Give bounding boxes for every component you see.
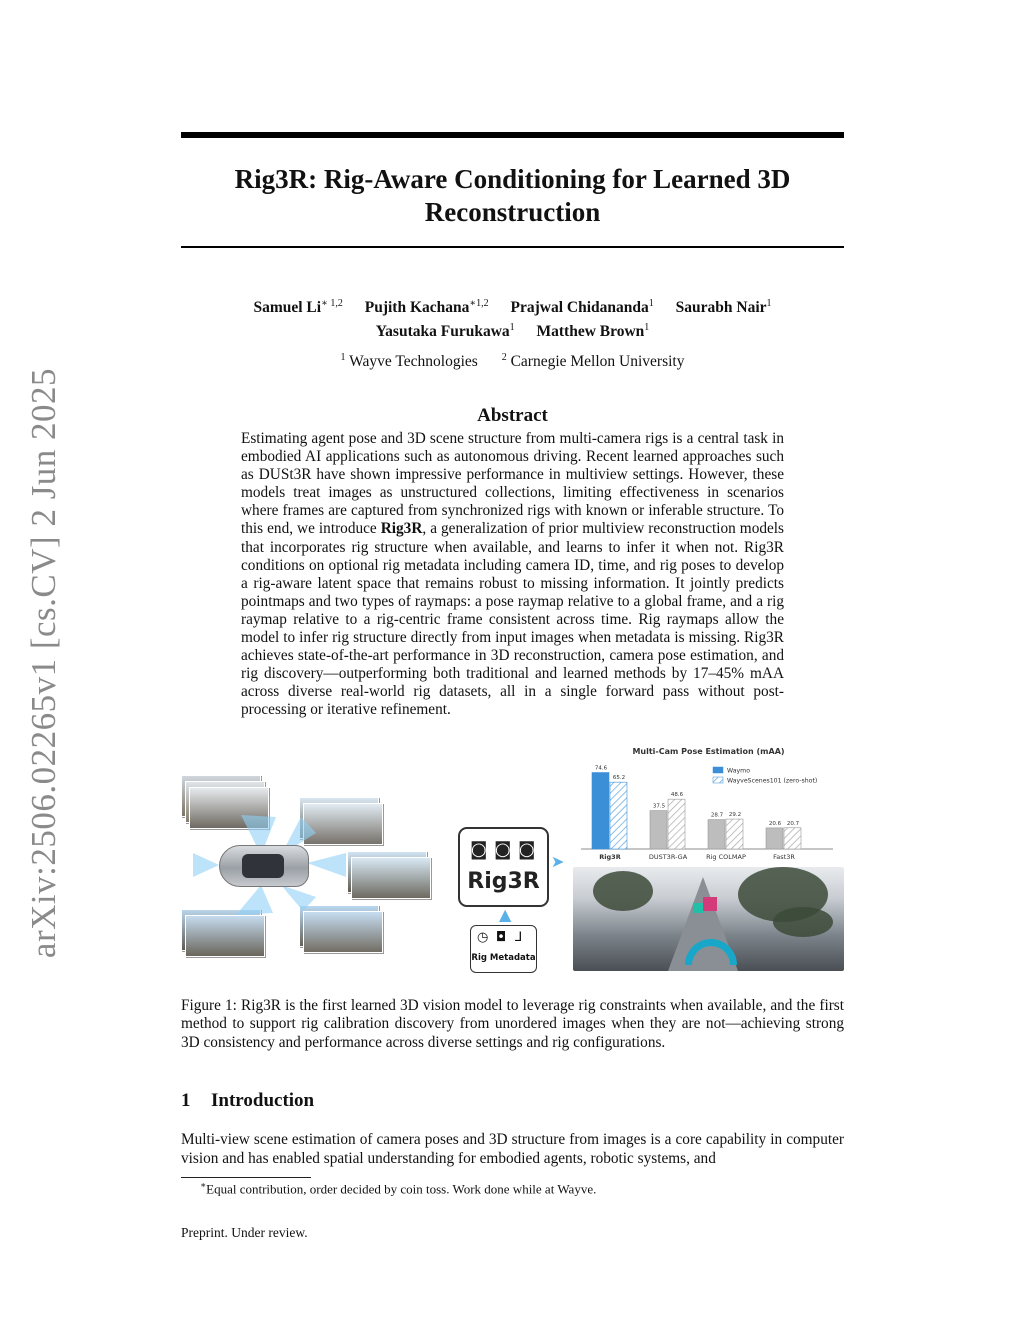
chart-title: Multi-Cam Pose Estimation (mAA) <box>632 747 785 756</box>
legend-label: Waymo <box>727 767 750 775</box>
camera-rig-illustration <box>181 745 451 985</box>
bar <box>766 828 783 849</box>
axes-icon: ⅃ <box>515 930 523 945</box>
arxiv-stamp <box>24 367 64 958</box>
camera-lens-icon: ◙ <box>518 839 536 860</box>
bar-value-label: 74.6 <box>594 765 608 772</box>
bar <box>708 820 725 849</box>
tree-points <box>773 907 833 937</box>
rig3r-model-box <box>458 827 549 907</box>
author: Prajwal Chidananda$^1$ <box>510 298 654 317</box>
category-tick-label: Fast3R <box>773 853 795 861</box>
bar-value-label: 48.6 <box>670 792 684 799</box>
category-tick-label: Rig3R <box>599 853 621 861</box>
bar <box>784 828 801 849</box>
affiliation: $^1$ Wayve Technologies <box>340 352 478 371</box>
camera-lens-icon: ◙ <box>494 839 512 860</box>
intro-paragraph: Multi-view scene estimation of camera poses and 3D structure from images is a core capability in computer vision and has enabled spatial understanding for embodied agents, robotic systems, and <box>181 1131 844 1167</box>
bar-value-label: 28.7 <box>710 812 724 819</box>
arxiv-id: arXiv:2506.02265v1 [cs.CV] 2 Jun 2025 <box>24 367 63 958</box>
legend-swatch <box>713 767 723 773</box>
paper-title: Rig3R: Rig-Aware Conditioning for Learned 3D Reconstruction <box>234 164 791 227</box>
author-list <box>181 294 844 342</box>
bar <box>726 819 743 849</box>
camera-pose-marker <box>693 903 703 913</box>
author: Yasutaka Furukawa$^1$ <box>375 322 515 341</box>
title-rule-top <box>181 132 844 138</box>
bar-value-label: 20.6 <box>768 820 782 827</box>
camera-pose-marker <box>703 897 717 911</box>
bar-value-label: 37.5 <box>652 803 666 810</box>
camera-ray <box>281 885 316 911</box>
bar <box>592 773 609 849</box>
camera-ray <box>193 853 219 877</box>
camera-lens-icon: ◙ <box>470 839 488 860</box>
bar <box>650 811 667 849</box>
arrow-up-icon: ▲ <box>499 905 512 924</box>
bar-value-label: 65.2 <box>612 775 626 782</box>
figure-1 <box>181 745 844 985</box>
author: Samuel $Li^{∗ 1,2}$ <box>253 298 343 317</box>
footnote-rule <box>181 1177 311 1178</box>
chart-plot <box>573 745 844 863</box>
abstract-body: Estimating agent pose and 3D scene structure from multi-camera rigs is a central task in embodied AI applications such as autonomous driving. Recent learned approaches such as DUSt3R have shown impressive performance in multiview settings. However, these models treat images as unstructured collections, limiting effectiveness in scenarios where frames are captured from synchronized rigs with known or inferable structure. To this end, we introduce Rig3R, a generalization of prior multiview reconstruction models that incorporates rig structure when available, and learns to infer it when not. Rig3R conditions on optional rig metadata including camera ID, time, and rig poses to develop a rig-aware latent space that remains robust to missing information. It jointly predicts pointmaps and two types of raymaps: a pose raymap relative to a global frame, and a rig raymap relative to a rig-centric frame consistent across time. Rig raymaps allow the model to infer rig structure directly from input images when metadata is missing. Rig3R achieves state-of-the-art performance in 3D reconstruction, camera pose estimation, and rig discovery—outperforming both traditional and learned methods by 17–45% mAA across diverse real-world rig datasets, all in a single forward pass without post-processing or iterative refinement. <box>241 430 784 719</box>
arrow-right-icon: ➤ <box>551 852 565 871</box>
bar-value-label: 29.2 <box>728 812 742 819</box>
clock-icon: ◷ <box>477 930 489 945</box>
section-heading: 1 Introduction <box>181 1090 315 1111</box>
metadata-label: Rig Metadata <box>471 953 536 963</box>
author: Pujith Kachana$^{∗1,2}$ <box>364 298 489 317</box>
preprint-notice: Preprint. Under review. <box>181 1225 308 1240</box>
pose-estimation-chart <box>573 745 844 863</box>
legend-swatch <box>713 777 723 783</box>
legend-label: WayveScenes101 (zero-shot) <box>727 777 818 785</box>
author: Matthew Brown$^1$ <box>536 322 650 341</box>
category-tick-label: Rig COLMAP <box>706 853 746 861</box>
model-label: Rig3R <box>467 869 540 894</box>
camera-ray <box>236 885 273 915</box>
car-icon <box>219 845 309 887</box>
bar-value-label: 20.7 <box>786 820 800 827</box>
bar <box>610 782 627 849</box>
title-rule-bottom <box>181 246 844 248</box>
affiliation-list <box>181 352 844 371</box>
footnote: ∗Equal contribution, order decided by coin toss. Work done while at Wayve. <box>200 1180 597 1197</box>
bar <box>668 799 685 849</box>
camera-icon: ◘ <box>496 930 507 945</box>
rig-metadata-box <box>470 925 537 973</box>
affiliation: $^2$ Carnegie Mellon University <box>501 352 685 371</box>
tree-points <box>593 871 653 911</box>
abstract-heading: Abstract <box>477 405 548 426</box>
author: Saurabh Nair$^1$ <box>675 298 772 317</box>
camera-ray <box>307 853 346 877</box>
figure-caption: Figure 1: Rig3R is the first learned 3D vision model to leverage rig constraints when available, and the first method to support rig calibration discovery from unordered images when they are not—achieving strong 3D consistency and performance across diverse settings and rig configurations. <box>181 997 844 1051</box>
category-tick-label: DUST3R-GA <box>648 853 688 861</box>
point-cloud-reconstruction <box>573 867 844 971</box>
